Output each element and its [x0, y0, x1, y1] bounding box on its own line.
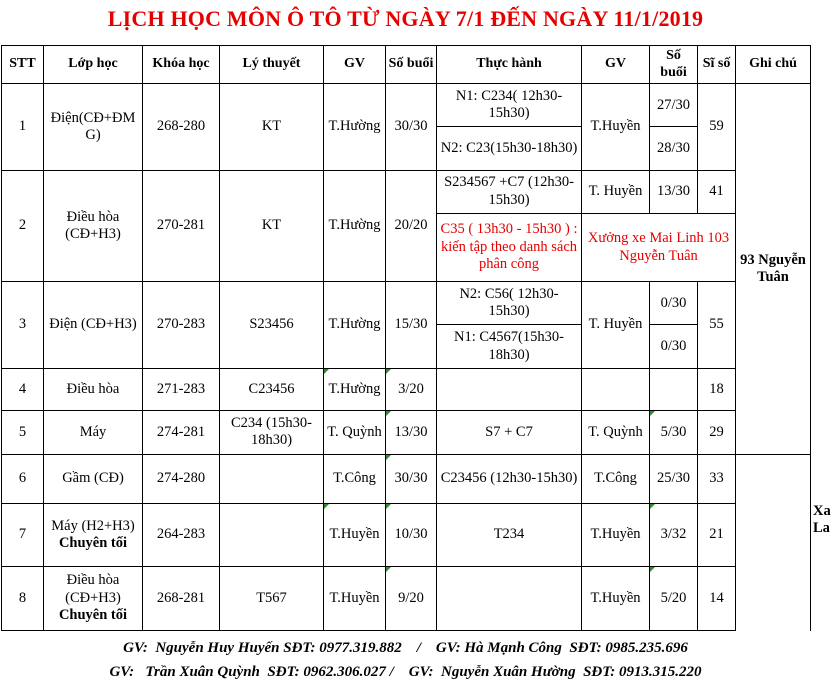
cell-stt: 3: [2, 282, 44, 368]
cell-ly-thuyet: C23456: [220, 368, 324, 410]
header-gv: GV: [324, 46, 386, 84]
cell-so-buoi: 30/30: [386, 84, 437, 170]
cell-khoa: 270-283: [143, 282, 220, 368]
cell-si-so: 33: [698, 455, 736, 504]
header-stt: STT: [2, 46, 44, 84]
table-row: [2, 455, 811, 504]
table-row: [2, 504, 811, 566]
cell-so-buoi: 13/30: [386, 410, 437, 454]
cell-gv-th: T. Huyền: [582, 170, 650, 213]
cell-thuc-hanh-note: C35 ( 13h30 - 15h30 ) : kiến tập theo danh sách phân công: [437, 213, 582, 281]
cell-so-buoi-th: 0/30: [650, 325, 698, 368]
cell-xuong-note: Xưởng xe Mai Linh 103 Nguyễn Tuân: [582, 213, 736, 281]
cell-so-buoi: 20/20: [386, 170, 437, 282]
header-thuc-hanh: Thực hành: [437, 46, 582, 84]
cell-gv: T.Hường: [324, 170, 386, 282]
cell-gv: T.Hường: [324, 84, 386, 170]
cell-gv-th: T. Quỳnh: [582, 410, 650, 454]
cell-thuc-hanh: N2: C56( 12h30-15h30): [437, 282, 582, 325]
header-gv-th: GV: [582, 46, 650, 84]
cell-lop: Điều hòa (CĐ+H3): [44, 170, 143, 282]
cell-so-buoi-th: 3/32: [650, 504, 698, 566]
cell-thuc-hanh: [437, 566, 582, 630]
cell-gv: T.Huyền: [324, 504, 386, 566]
cell-si-so: 41: [698, 170, 736, 213]
cell-stt: 1: [2, 84, 44, 170]
cell-si-so: 18: [698, 368, 736, 410]
cell-lop: Điều hòa: [44, 368, 143, 410]
cell-gv-th: T.Công: [582, 455, 650, 504]
cell-lop-note: Chuyên tối: [58, 607, 128, 623]
cell-stt: 8: [2, 566, 44, 630]
cell-khoa: 274-281: [143, 410, 220, 454]
cell-si-so: 59: [698, 84, 736, 170]
cell-so-buoi-th: 5/20: [650, 566, 698, 630]
cell-ly-thuyet: [220, 455, 324, 504]
cell-so-buoi: 15/30: [386, 282, 437, 368]
cell-stt: 5: [2, 410, 44, 454]
cell-si-so: 29: [698, 410, 736, 454]
schedule-table: [1, 45, 831, 631]
cell-lop: [44, 566, 143, 630]
cell-lop: Gầm (CĐ): [44, 455, 143, 504]
cell-ly-thuyet: KT: [220, 170, 324, 282]
cell-lop: Máy: [44, 410, 143, 454]
cell-stt: 7: [2, 504, 44, 566]
cell-gv: T. Quỳnh: [324, 410, 386, 454]
cell-gv: T.Công: [324, 455, 386, 504]
table-row: [2, 282, 811, 325]
cell-si-so: 14: [698, 566, 736, 630]
cell-so-buoi: 10/30: [386, 504, 437, 566]
cell-thuc-hanh: T234: [437, 504, 582, 566]
cell-so-buoi-th: [650, 368, 698, 410]
header-ly-thuyet: Lý thuyết: [220, 46, 324, 84]
cell-thuc-hanh: [437, 368, 582, 410]
cell-so-buoi-th: 13/30: [650, 170, 698, 213]
header-so-buoi-th: Số buổi: [650, 46, 698, 84]
cell-thuc-hanh: C23456 (12h30-15h30): [437, 455, 582, 504]
cell-gv: T.Hường: [324, 282, 386, 368]
cell-si-so: 55: [698, 282, 736, 368]
cell-stt: 4: [2, 368, 44, 410]
table-row: [2, 170, 811, 213]
cell-lop-note: Chuyên tối: [58, 534, 128, 551]
header-lop: Lớp học: [44, 46, 143, 84]
cell-khoa: 271-283: [143, 368, 220, 410]
footer-contacts-line-1: GV: Nguyễn Huy Huyến SĐT: 0977.319.882 / GV: Hà Mạnh Công SĐT: 0985.235.696: [123, 640, 688, 656]
cell-ly-thuyet: S23456: [220, 282, 324, 368]
cell-so-buoi-th: 27/30: [650, 84, 698, 127]
cell-ly-thuyet: KT: [220, 84, 324, 170]
cell-lop-name: Điều hòa (CĐ+H3): [65, 572, 121, 606]
cell-khoa: 268-280: [143, 84, 220, 170]
cell-lop-name: Máy (H2+H3): [51, 517, 135, 534]
cell-so-buoi-th: 5/30: [650, 410, 698, 454]
cell-ghi-chu: 93 Nguyễn Tuân: [736, 84, 811, 455]
cell-thuc-hanh: N2: C23(15h30-18h30): [437, 127, 582, 170]
table-row: 5 Máy 274-281 C234 (15h30-18h30) T. Quỳnh 13/30 S7 + C7 T. Quỳnh 5/30 29 Xa La: [2, 410, 811, 454]
cell-thuc-hanh: N1: C234( 12h30-15h30): [437, 84, 582, 127]
cell-stt: 6: [2, 455, 44, 504]
cell-stt: 2: [2, 170, 44, 282]
footer-contacts-line-2: GV: Trần Xuân Quỳnh SĐT: 0962.306.027 / GV: Nguyễn Xuân Hường SĐT: 0913.315.220: [109, 664, 702, 680]
cell-thuc-hanh: S7 + C7: [437, 410, 582, 454]
table-row: [2, 84, 811, 127]
cell-gv-th: [582, 368, 650, 410]
header-so-buoi: Số buổi: [386, 46, 437, 84]
cell-khoa: 268-281: [143, 566, 220, 630]
cell-lop: [44, 504, 143, 566]
cell-gv-th: T.Huyền: [582, 504, 650, 566]
cell-gv-th: T.Huyền: [582, 566, 650, 630]
cell-khoa: 274-280: [143, 455, 220, 504]
cell-gv: T.Huyền: [324, 566, 386, 630]
cell-so-buoi-th: 28/30: [650, 127, 698, 170]
cell-so-buoi: 9/20: [386, 566, 437, 630]
page-title: LỊCH HỌC MÔN Ô TÔ TỪ NGÀY 7/1 ĐẾN NGÀY 11/1/2019: [107, 6, 704, 31]
cell-ly-thuyet: [220, 504, 324, 566]
table-row: [2, 566, 811, 630]
cell-lop: Điện (CĐ+H3): [44, 282, 143, 368]
cell-so-buoi-th: 25/30: [650, 455, 698, 504]
cell-gv-th: T. Huyền: [582, 282, 650, 368]
cell-so-buoi-th: 0/30: [650, 282, 698, 325]
cell-ly-thuyet: C234 (15h30-18h30): [220, 410, 324, 454]
cell-gv-th: T.Huyền: [582, 84, 650, 170]
cell-so-buoi: 3/20: [386, 368, 437, 410]
cell-thuc-hanh: S234567 +C7 (12h30-15h30): [437, 170, 582, 213]
cell-so-buoi: 30/30: [386, 455, 437, 504]
header-ghi-chu: Ghi chú: [736, 46, 811, 84]
cell-si-so: 21: [698, 504, 736, 566]
cell-gv: T.Hường: [324, 368, 386, 410]
cell-khoa: 264-283: [143, 504, 220, 566]
cell-khoa: 270-281: [143, 170, 220, 282]
header-row: [2, 46, 811, 84]
cell-thuc-hanh: N1: C4567(15h30-18h30): [437, 325, 582, 368]
cell-lop: Điện(CĐ+ĐM G): [44, 84, 143, 170]
header-si-so: Sĩ số: [698, 46, 736, 84]
table-row: [2, 368, 811, 410]
cell-ly-thuyet: T567: [220, 566, 324, 630]
header-khoa: Khóa học: [143, 46, 220, 84]
